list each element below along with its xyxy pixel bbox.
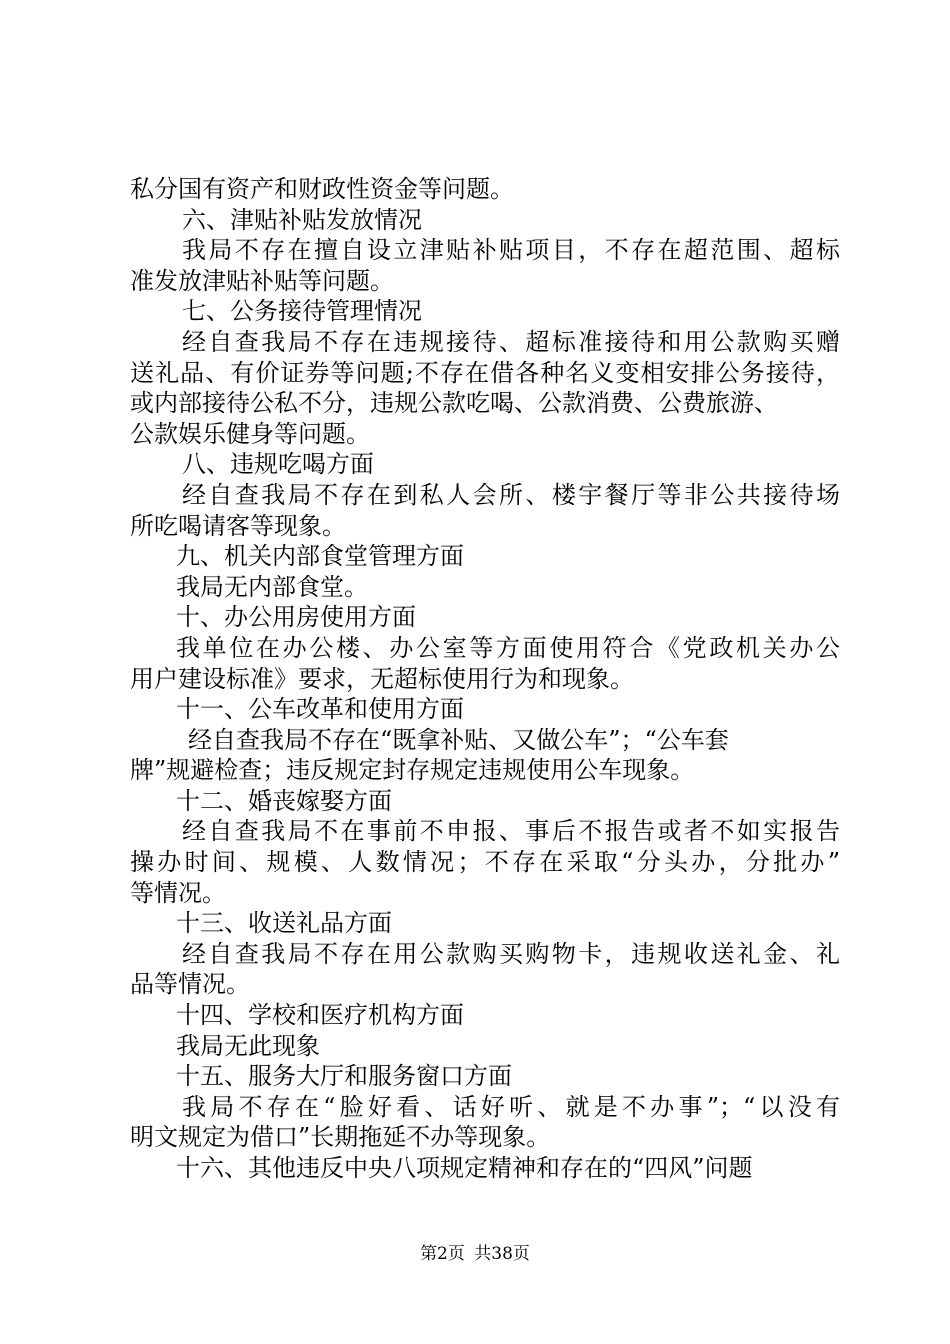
document-body <box>130 174 840 1184</box>
section-heading: 八、违规吃喝方面 <box>182 450 374 479</box>
body-line: 经自查我局不存在“既拿补贴、又做公车”；“公车套 <box>188 725 729 754</box>
section-heading: 十、办公用房使用方面 <box>176 603 416 632</box>
body-line: 牌”规避检查；违反规定封存规定违规使用公车现象。 <box>130 756 695 785</box>
section-heading: 十三、收送礼品方面 <box>176 909 392 938</box>
body-line: 送礼品、有价证券等问题;不存在借各种名义变相安排公务接待， <box>130 358 840 387</box>
section-heading: 十一、公车改革和使用方面 <box>176 695 464 724</box>
body-line: 或内部接待公私不分，违规公款吃喝、公款消费、公费旅游、 <box>130 389 778 418</box>
page-total: 共38页 <box>474 1244 530 1264</box>
body-line: 所吃喝请客等现象。 <box>130 511 346 540</box>
section-heading: 十四、学校和医疗机构方面 <box>176 1001 464 1030</box>
body-line: 经自查我局不在事前不申报、事后不报告或者不如实报告 <box>182 817 840 846</box>
body-line: 经自查我局不存在违规接待、超标准接待和用公款购买赠 <box>182 327 840 356</box>
body-line: 经自查我局不存在用公款购买购物卡，违规收送礼金、礼 <box>182 939 840 968</box>
body-line: 用户建设标准》要求，无超标使用行为和现象。 <box>130 664 634 693</box>
page-number: 第2页 <box>420 1244 465 1264</box>
body-line: 等情况。 <box>130 878 226 907</box>
body-line: 准发放津贴补贴等问题。 <box>130 266 394 295</box>
section-heading: 十五、服务大厅和服务窗口方面 <box>176 1062 512 1091</box>
body-line: 我局无内部食堂。 <box>176 572 368 601</box>
page-footer <box>0 1244 950 1264</box>
body-line: 操办时间、规模、人数情况；不存在采取“分头办，分批办” <box>130 848 840 877</box>
section-heading: 十六、其他违反中央八项规定精神和存在的“四风”问题 <box>176 1154 753 1182</box>
section-heading: 七、公务接待管理情况 <box>182 297 422 326</box>
body-line: 经自查我局不存在到私人会所、楼宇餐厅等非公共接待场 <box>182 480 840 509</box>
section-heading: 六、津贴补贴发放情况 <box>182 205 422 234</box>
body-line: 我局不存在擅自设立津贴补贴项目，不存在超范围、超标 <box>182 236 840 265</box>
body-line: 我单位在办公楼、办公室等方面使用符合《党政机关办公 <box>176 633 840 662</box>
body-line: 明文规定为借口”长期拖延不办等现象。 <box>130 1123 551 1152</box>
body-line: 公款娱乐健身等问题。 <box>130 419 370 448</box>
body-line: 品等情况。 <box>130 970 250 999</box>
section-heading: 九、机关内部食堂管理方面 <box>176 542 464 571</box>
body-line: 私分国有资产和财政性资金等问题。 <box>130 175 514 203</box>
body-line: 我局不存在“脸好看、话好听、就是不办事”；“以没有 <box>182 1092 840 1121</box>
section-heading: 十二、婚丧嫁娶方面 <box>176 786 392 815</box>
body-line: 我局无此现象 <box>176 1031 320 1060</box>
